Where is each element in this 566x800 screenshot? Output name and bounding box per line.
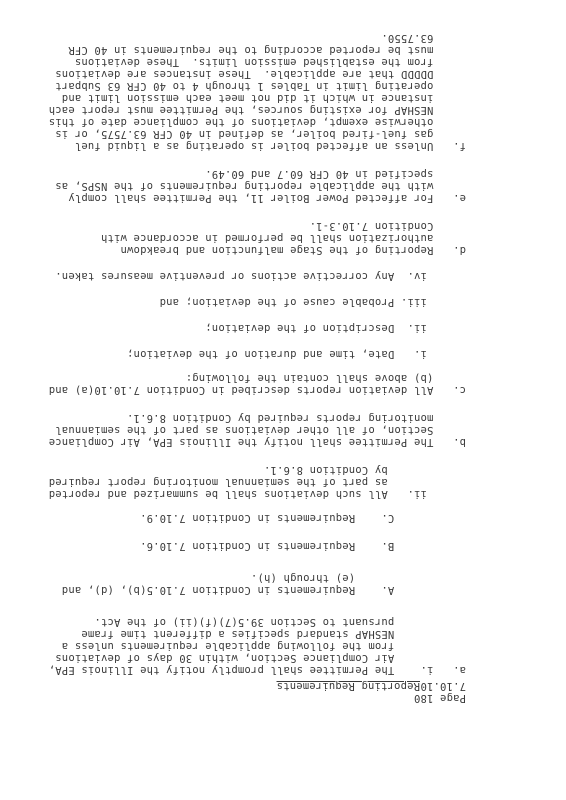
text-line: gas fuel-fired boiler, as defined in 40 CFR 63.7575, or is [55,128,466,140]
text-line: c. All deviation reports described in Condition 7.10.10(a) and [48,384,466,396]
text-line: specified in 40 CFR 60.7 and 60.49. [205,168,466,180]
text-line: with the applicable reporting requirements of the NSPS, as [55,180,466,192]
text-line: iii. Probable cause of the deviation; and [159,296,466,308]
text-line: 63.7550. [381,32,466,44]
text-line: i. Date, time and duration of the deviation; [126,348,466,360]
text-line: NESHAP for existing sources, the Permittee must report each [48,104,466,116]
text-line: from the following applicable requirements unless a [61,640,466,652]
text-line: C. Requirements in Condition 7.10.9. [139,512,466,524]
text-line: (b) above shall contain the following: [185,372,466,384]
text-line: Section, of all other deviations as part of the semiannual [55,424,466,436]
text-line: must be reported according to the requirements in 40 CFR [68,44,466,56]
text-line: pursuant to Section 39.5(7)(f)(ii) of the Act. [94,616,466,628]
text-line: e. For affected Power Boiler 11, the Permittee shall comply [68,192,466,204]
text-line: a. i. The Permittee shall promptly notify the Illinois EPA, [48,664,466,676]
text-line: B. Requirements in Condition 7.10.6. [139,540,466,552]
section-number: 7.10.10 [420,680,466,692]
text-line: ii. Description of the deviation; [205,322,466,334]
text-line: DDDDD that are applicable. These instances are deviations [55,68,466,80]
text-line: instance in which it did not meet each emission limit and [61,92,466,104]
text-line: operating limit in Tables 1 through 4 to 40 CFR 63 Subpart [55,80,466,92]
text-line: Condition 7.10.3-1. [309,220,466,232]
text-line: b. The Permittee shall notify the Illinois EPA, Air Compliance [48,436,466,448]
text-line: NESHAP standard specifies a different time frame [81,628,466,640]
text-line: from the established emission limits. These deviations [74,56,466,68]
text-line: by Condition 8.6.1. [263,464,466,476]
text-line: f. Unless an affected boiler is operating as a liquid fuel [74,140,466,152]
text-line: (e) through (h). [250,572,466,584]
page-header: Page 180 [413,692,466,704]
text-line: authorization shall be performed in accordance with [100,232,466,244]
text-line: ii. All such deviations shall be summarized and reported [48,488,466,500]
section-title: Reporting Requirements [276,680,420,692]
text-line: A. Requirements in Condition 7.10.5(b), (d), and [61,584,466,596]
text-line: Air Compliance Section, within 30 days of deviations [55,652,466,664]
text-line: iv. Any corrective actions or preventive measures taken. [55,270,466,282]
text-line: monitoring reports required by Condition 8.6.1. [126,412,466,424]
text-line: d. Reporting of the Stage malfunction and breakdown [120,244,466,256]
text-line: as part of the semiannual monitoring report required [48,476,466,488]
text-line: otherwise exempt, deviations of the compliance date of this [48,116,466,128]
